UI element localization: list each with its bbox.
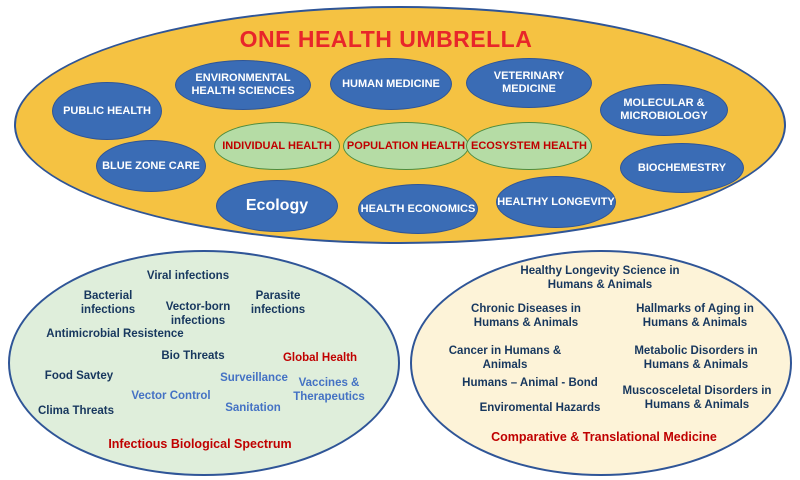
infectious-topic: Vaccines & Therapeutics [293, 377, 365, 403]
discipline-node: BLUE ZONE CARE [96, 140, 206, 192]
infectious-topic: Food Savtey [44, 370, 114, 382]
discipline-node: MOLECULAR & MICROBIOLOGY [600, 84, 728, 136]
infectious-spectrum-caption: Infectious Biological Spectrum [108, 437, 292, 451]
core-health-node: INDIVIDUAL HEALTH [214, 122, 340, 170]
comparative-topic: Cancer in Humans & Animals [448, 345, 562, 371]
comparative-topic: Hallmarks of Aging in Humans & Animals [636, 303, 754, 329]
infectious-topic: Sanitation [225, 402, 281, 414]
infectious-topic: Surveillance [220, 372, 288, 384]
comparative-topic: Healthy Longevity Science in Humans & Animals [520, 265, 680, 291]
discipline-node: VETERINARY MEDICINE [466, 58, 592, 108]
comparative-topic: Metabolic Disorders in Humans & Animals [634, 345, 758, 371]
discipline-node: BIOCHEMESTRY [620, 143, 744, 193]
comparative-topic: Humans – Animal - Bond [462, 377, 598, 389]
infectious-topic: Antimicrobial Resistence [46, 328, 184, 340]
discipline-node: HEALTH ECONOMICS [358, 184, 478, 234]
infectious-topic: Clima Threats [37, 405, 115, 417]
infectious-topic: Vector-born infections [165, 301, 231, 327]
core-health-node: ECOSYSTEM HEALTH [466, 122, 592, 170]
comparative-topic: Muscosceletal Disorders in Humans & Animals [622, 385, 772, 411]
core-health-node: POPULATION HEALTH [343, 122, 469, 170]
discipline-node: ENVIRONMENTAL HEALTH SCIENCES [175, 60, 311, 110]
infectious-topic: Parasite infections [250, 290, 306, 316]
infectious-topic: Viral infections [146, 270, 230, 282]
infectious-topic: Bio Threats [161, 350, 225, 362]
discipline-node: HEALTHY LONGEVITY [496, 176, 616, 228]
discipline-node: HUMAN MEDICINE [330, 58, 452, 110]
infectious-topic: Bacterial infections [80, 290, 136, 316]
comparative-topic: Enviromental Hazards [479, 402, 601, 414]
comparative-medicine-caption: Comparative & Translational Medicine [491, 430, 717, 444]
umbrella-title: ONE HEALTH UMBRELLA [239, 26, 533, 52]
discipline-node: Ecology [216, 180, 338, 232]
infectious-topic: Global Health [282, 352, 358, 364]
comparative-topic: Chronic Diseases in Humans & Animals [471, 303, 581, 329]
infectious-topic: Vector Control [131, 390, 211, 402]
discipline-node: PUBLIC HEALTH [52, 82, 162, 140]
